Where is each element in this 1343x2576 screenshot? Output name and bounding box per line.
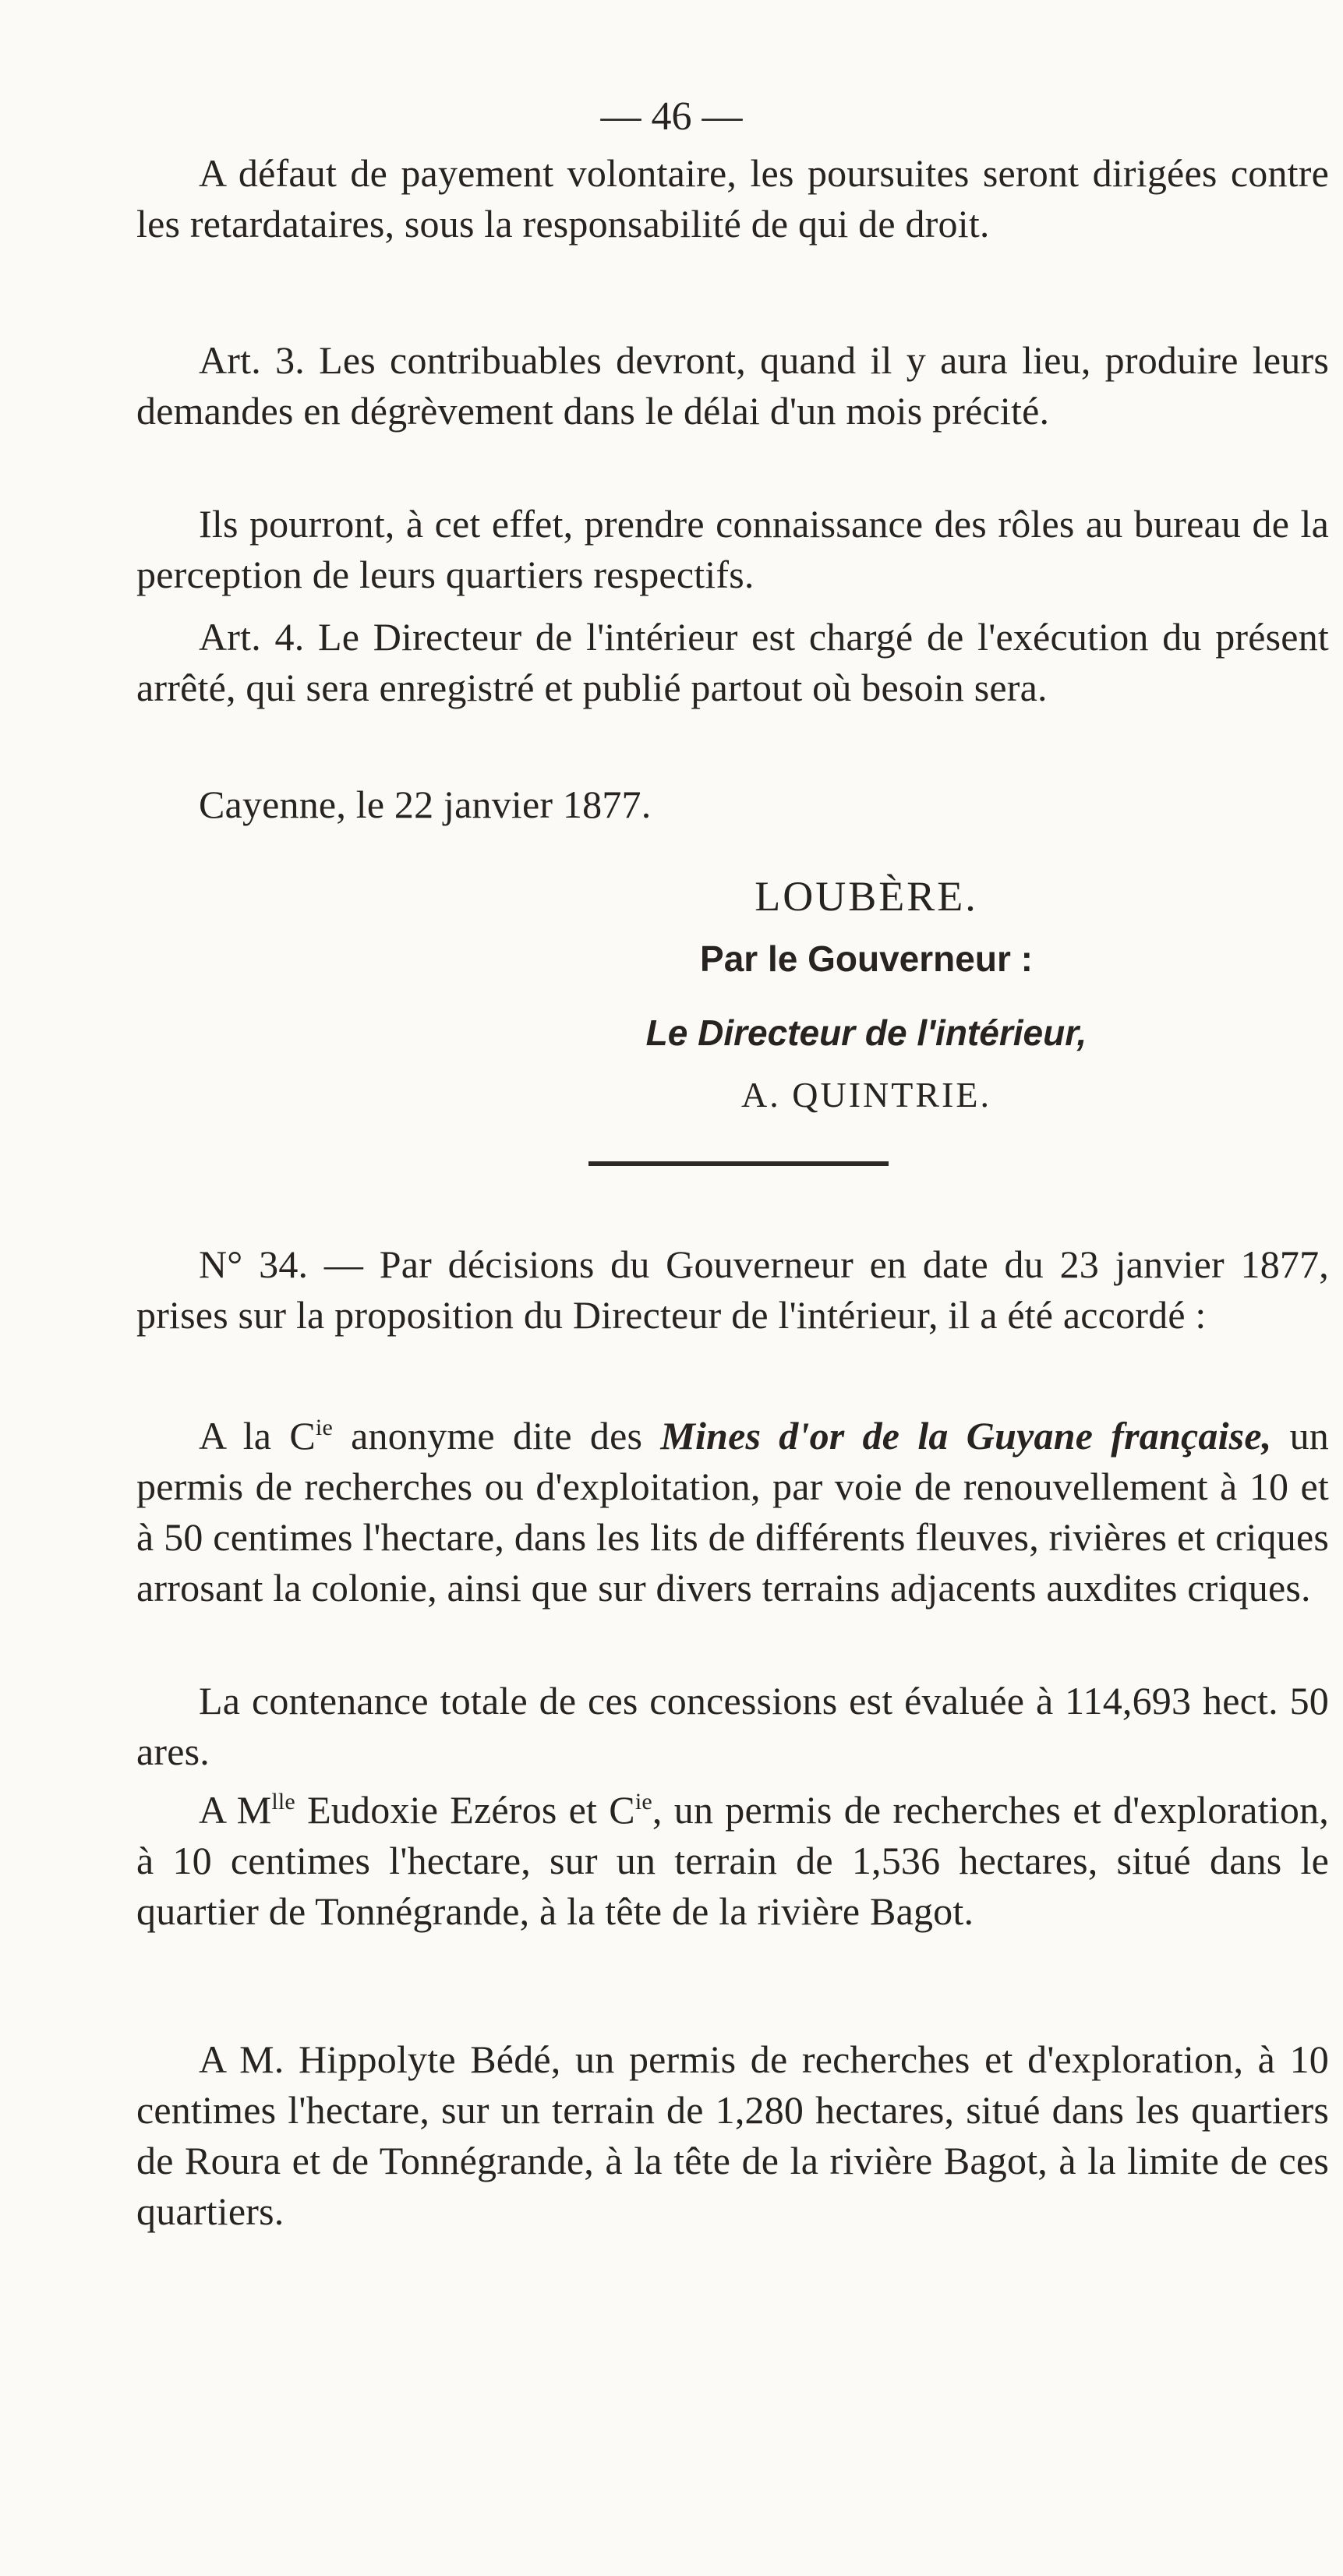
signature-by: Par le Gouverneur : [700, 938, 1033, 979]
paragraph-payment: A défaut de payement volontaire, les poursuites seront dirigées contre les retardataires, sous la responsabilité de qui de droit. [136, 151, 1329, 246]
p9-sup1: lle [271, 1789, 295, 1815]
section-divider [588, 1161, 889, 1166]
p9-prefix: A M [199, 1788, 272, 1832]
p7-sup: ie [315, 1415, 333, 1440]
p7-company-name: Mines d'or de la Guyane française, [660, 1414, 1272, 1458]
paragraph-roles: Ils pourront, à cet effet, prendre connaissance des rôles au bureau de la perception de leurs quartiers respectifs. [136, 502, 1329, 596]
p9-rest: , un permis de recherches et d'exploration, à 10 centimes l'hectare, sur un terrain de 1,536 hectares, situé dans le quartier de Tonnégrande, à la tête de la rivière Bagot. [136, 1788, 1329, 1933]
signature-director: A. QUINTRIE. [741, 1075, 991, 1115]
paragraph-contenance: La contenance totale de ces concessions est évaluée à 114,693 hect. 50 ares. [136, 1679, 1329, 1773]
p9-sup2: ie [634, 1789, 652, 1815]
paragraph-article-3: Art. 3. Les contribuables devront, quand il y aura lieu, produire leurs demandes en dégrèvement dans le délai d'un mois précité. [136, 338, 1329, 433]
signature-name: LOUBÈRE. [755, 873, 978, 920]
paragraph-decision-34: N° 34. — Par décisions du Gouverneur en date du 23 janvier 1877, prises sur la proposition du Directeur de l'intérieur, il a été accordé : [136, 1242, 1329, 1337]
p7-mid: anonyme dite des [332, 1414, 661, 1458]
paragraph-bede: A M. Hippolyte Bédé, un permis de recherches et d'exploration, à 10 centimes l'hectare, sur un terrain de 1,280 hectares, situé dans les quartiers de Roura et de Tonnégrande, à la tête de la rivière Bagot, à la limite de ces quartiers. [136, 2037, 1329, 2233]
paragraph-mines-dor [136, 1411, 1329, 1613]
paragraph-article-4: Art. 4. Le Directeur de l'intérieur est chargé de l'exécution du présent arrêté, qui sera enregistré et publié partout où besoin sera. [136, 615, 1329, 709]
p9-mid: Eudoxie Ezéros et C [295, 1788, 635, 1832]
paragraph-ezeros [136, 1785, 1329, 1937]
p7-prefix: A la C [199, 1414, 316, 1458]
p7-rest: un permis de recherches ou d'exploitation, par voie de renouvellement à 10 et à 50 centimes l'hectare, dans les lits de différents fleuves, rivières et criques arrosant la colonie, ainsi que sur divers terrains adjacents auxdites criques. [136, 1414, 1329, 1610]
signature-title: Le Directeur de l'intérieur, [645, 1012, 1087, 1053]
paragraph-date: Cayenne, le 22 janvier 1877. [199, 783, 652, 826]
page-number: — 46 — [600, 94, 743, 139]
